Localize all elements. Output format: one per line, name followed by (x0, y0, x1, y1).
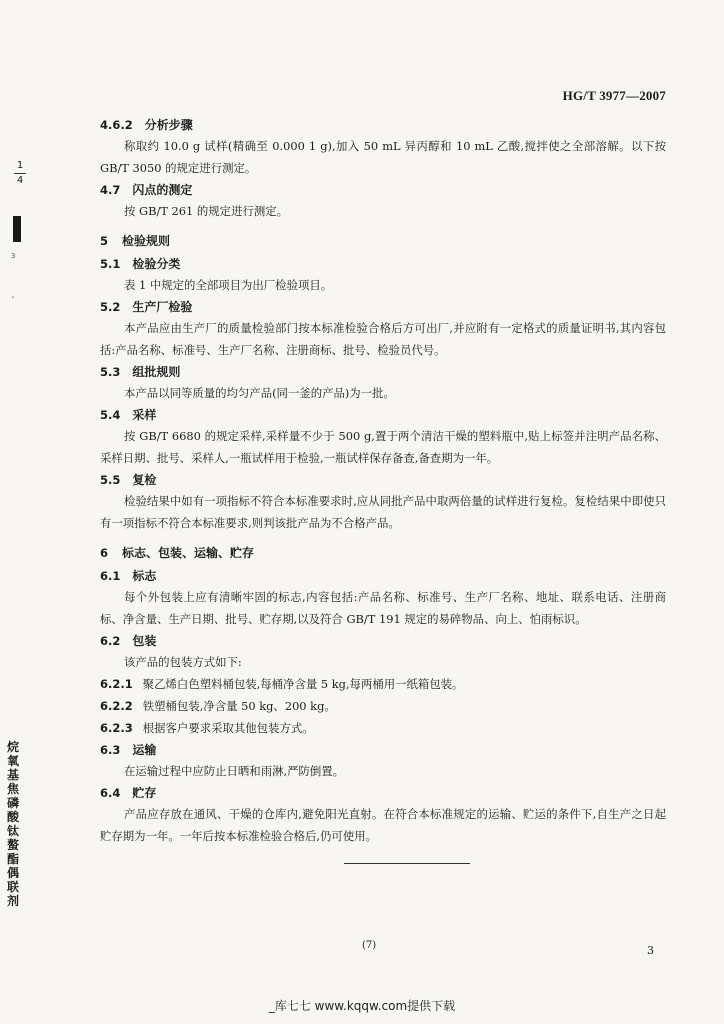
section-title: 组批规则 (132, 365, 181, 379)
heading-6-4 (100, 784, 666, 803)
section-number: 5.3 (100, 365, 121, 379)
item-number: 6.2.1 (100, 677, 133, 691)
item-number: 6.2.3 (100, 721, 133, 735)
heading-5-3 (100, 363, 666, 382)
paragraph-6-1: 每个外包装上应有清晰牢固的标志,内容包括:产品名称、标准号、生产厂名称、地址、联系电话、注册商标、净含量、生产日期、批号、贮存期,以及符合 GB/T 191 规定的易碎物品、向上、怕雨标识。 (100, 590, 666, 626)
paragraph-6-3: 在运输过程中应防止日晒和雨淋,严防倒置。 (124, 764, 345, 778)
paragraph-5-3: 本产品以同等质量的均匀产品(同一釜的产品)为一批。 (124, 386, 395, 400)
section-number: 5.1 (100, 257, 121, 271)
standard-number: HG/T 3977—2007 (562, 88, 666, 103)
margin-fraction-mark (14, 160, 26, 187)
paragraph-6-4: 产品应存放在通风、干燥的仓库内,避免阳光直射。在符合本标准规定的运输、贮运的条件下,自生产之日起贮存期为一年。一年后按本标准检验合格后,仍可使用。 (100, 807, 666, 843)
section-title: 生产厂检验 (132, 300, 193, 314)
margin-tick-mark: ˇ (11, 296, 15, 305)
section-title: 标志 (132, 569, 157, 583)
main-content (100, 114, 666, 864)
item-6-2-2 (100, 695, 666, 717)
paragraph-5-2: 本产品应由生产厂的质量检验部门按本标准检验合格后方可出厂,并应附有一定格式的质量证明书,其内容包括:产品名称、标准号、生产厂名称、注册商标、批号、检验员代号。 (100, 321, 666, 357)
margin-fraction-bottom: 4 (16, 175, 24, 186)
section-number: 6.1 (100, 569, 121, 583)
inner-page-number: (7) (362, 940, 377, 951)
heading-5-2 (100, 298, 666, 317)
watermark-text: _库七七 www.kqqw.com提供下载 (268, 999, 456, 1013)
side-standard-title: 烷氧基焦磷酸钛螯酯偶联剂 (6, 740, 19, 908)
section-title: 复检 (132, 473, 157, 487)
heading-4-6-2 (100, 116, 666, 135)
heading-6 (100, 544, 666, 563)
section-title: 检验分类 (132, 257, 181, 271)
section-number: 6.4 (100, 786, 121, 800)
end-rule (344, 863, 470, 864)
paragraph-4-6-2: 称取约 10.0 g 试样(精确至 0.000 1 g),加入 50 mL 异丙醇和 10 mL 乙酸,搅拌使之全部溶解。以下按 GB/T 3050 的规定进行测定。 (100, 139, 666, 175)
section-number: 5.4 (100, 408, 121, 422)
section-title: 包装 (132, 634, 157, 648)
heading-5-1 (100, 255, 666, 274)
heading-6-3 (100, 741, 666, 760)
item-6-2-1 (100, 673, 666, 695)
margin-dot-mark: 3 (11, 252, 16, 260)
heading-5-5 (100, 471, 666, 490)
section-number: 6.2 (100, 634, 121, 648)
item-text: 铁塑桶包装,净含量 50 kg、200 kg。 (142, 699, 336, 713)
section-title: 闪点的测定 (132, 183, 193, 197)
section-number: 6 (100, 546, 109, 560)
section-number: 5.2 (100, 300, 121, 314)
item-6-2-3 (100, 717, 666, 739)
section-title: 贮存 (132, 786, 157, 800)
margin-fraction-top: 1 (16, 160, 24, 171)
paragraph-5-5: 检验结果中如有一项指标不符合本标准要求时,应从同批产品中取两倍量的试样进行复检。复检结果中即使只有一项指标不符合本标准要求,则判该批产品为不合格产品。 (100, 494, 666, 530)
paragraph-6-2: 该产品的包装方式如下: (124, 655, 242, 669)
section-title: 分析步骤 (144, 118, 193, 132)
section-title: 检验规则 (122, 234, 171, 248)
heading-5-4 (100, 406, 666, 425)
paragraph-5-1: 表 1 中规定的全部项目为出厂检验项目。 (124, 278, 333, 292)
paragraph-4-7: 按 GB/T 261 的规定进行测定。 (124, 204, 289, 218)
item-text: 根据客户要求采取其他包装方式。 (142, 721, 314, 735)
section-number: 6.3 (100, 743, 121, 757)
page-number: 3 (647, 944, 654, 957)
section-number: 4.7 (100, 183, 121, 197)
section-title: 运输 (132, 743, 157, 757)
heading-4-7 (100, 181, 666, 200)
section-number: 4.6.2 (100, 118, 133, 132)
heading-6-1 (100, 567, 666, 586)
heading-6-2 (100, 632, 666, 651)
margin-fraction-bar (14, 173, 26, 174)
section-number: 5.5 (100, 473, 121, 487)
section-number: 5 (100, 234, 109, 248)
paragraph-5-4: 按 GB/T 6680 的规定采样,采样量不少于 500 g,置于两个清洁干燥的塑料瓶中,贴上标签并注明产品名称、采样日期、批号、采样人,一瓶试样用于检验,一瓶试样保存备查,备查期为一年。 (100, 429, 666, 465)
section-title: 标志、包装、运输、贮存 (122, 546, 255, 560)
section-title: 采样 (132, 408, 157, 422)
heading-5 (100, 232, 666, 251)
item-text: 聚乙烯白色塑料桶包装,每桶净含量 5 kg,每两桶用一纸箱包装。 (142, 677, 464, 691)
margin-binding-block (13, 216, 21, 242)
item-number: 6.2.2 (100, 699, 133, 713)
